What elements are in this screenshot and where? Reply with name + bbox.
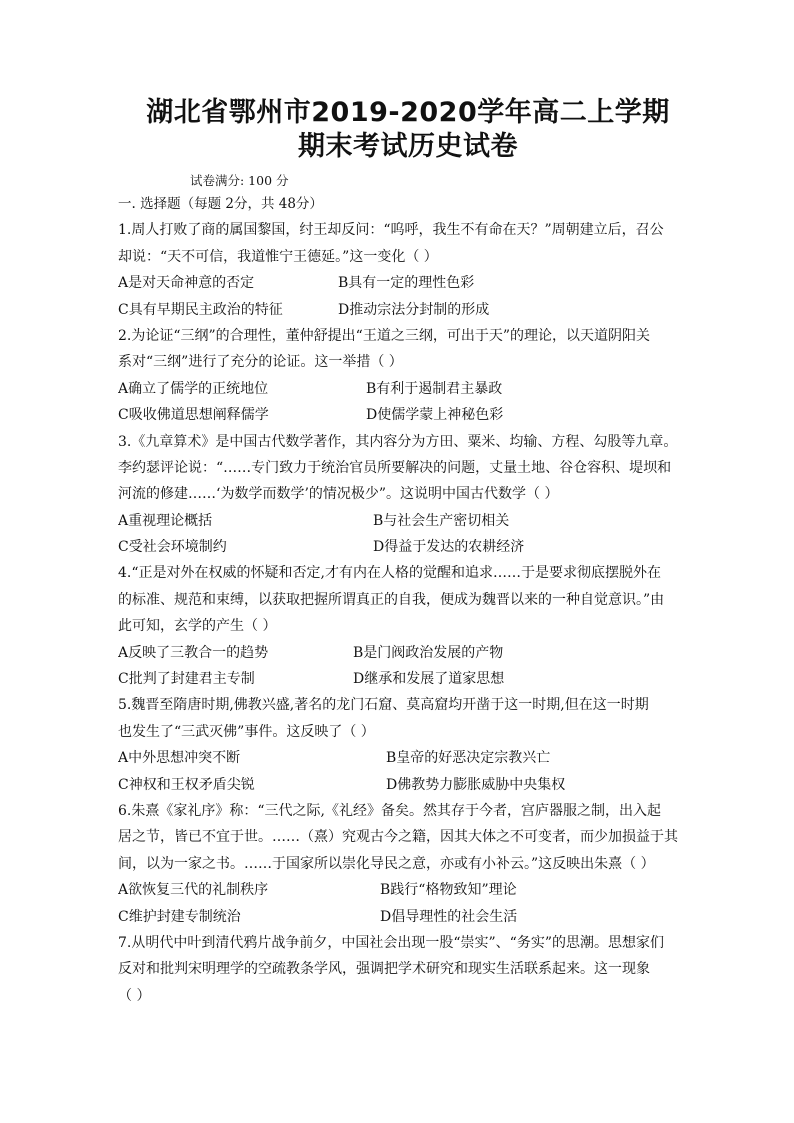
question-text-line: 河流的修建……‘为数学而数学’的情况极少”。这说明中国古代数学（ ） <box>118 486 559 503</box>
question-text-line: 李约瑟评论说：“……专门致力于统治官员所要解决的问题，丈量土地、谷仓容积、堤坝和 <box>118 459 672 476</box>
option-b: B是门阀政治发展的产物 <box>353 644 504 661</box>
exam-title-line1: 湖北省鄂州市2019-2020学年高二上学期 <box>146 97 670 128</box>
question-text-line: 6.朱熹《家礼序》称：“三代之际,《礼经》备矣。然其存于今者，宫庐器服之制，出入起 <box>118 802 661 819</box>
question-1 <box>118 217 678 323</box>
option-b: B有利于遏制君主暴政 <box>366 380 503 397</box>
option-a: A重视理论概括 <box>118 512 213 529</box>
question-7 <box>118 930 678 1009</box>
question-2 <box>118 323 678 429</box>
options-row <box>118 508 678 534</box>
question-text-line: 3.《九章算术》是中国古代数学著作，其内容分为方田、粟米、均输、方程、勾股等九章。 <box>118 433 678 450</box>
option-d: D佛教势力膨胀威胁中央集权 <box>386 776 566 793</box>
options-row <box>118 376 678 402</box>
option-d: D倡导理性的社会生活 <box>380 908 518 925</box>
option-b: B皇帝的好恶决定宗教兴亡 <box>386 750 551 767</box>
options-row <box>118 270 678 296</box>
option-b: B践行“格物致知”理论 <box>380 882 517 899</box>
question-text-line: 也发生了“三武灭佛”事件。这反映了（ ） <box>118 723 375 740</box>
question-text-line: 7.从明代中叶到清代鸦片战争前夕，中国社会出现一股“崇实”、“务实”的思潮。思想家们 <box>118 934 664 951</box>
options-row <box>118 745 678 771</box>
option-b: B与社会生产密切相关 <box>373 512 510 529</box>
options-row <box>118 666 678 692</box>
option-c: C受社会环境制约 <box>118 539 227 556</box>
option-b: B具有一定的理性色彩 <box>338 275 475 292</box>
score-info: 试卷满分: 100 分 <box>190 173 289 188</box>
option-d: D推动宗法分封制的形成 <box>338 301 490 318</box>
question-4 <box>118 560 678 692</box>
option-a: A欲恢复三代的礼制秩序 <box>118 882 269 899</box>
question-3 <box>118 429 678 561</box>
options-row <box>118 402 678 428</box>
question-text-line: 5.魏晋至隋唐时期,佛教兴盛,著名的龙门石窟、莫高窟均开凿于这一时期,但在这一时期 <box>118 697 649 714</box>
question-text-line: 1.周人打败了商的属国黎国，纣王却反问：“呜呼，我生不有命在天？”周朝建立后，召公 <box>118 222 664 239</box>
option-c: C具有早期民主政治的特征 <box>118 301 283 318</box>
option-c: C批判了封建君主专制 <box>118 671 255 688</box>
option-d: D使儒学蒙上神秘色彩 <box>366 407 504 424</box>
option-c: C神权和王权矛盾尖锐 <box>118 776 255 793</box>
question-text-line: 间，以为一家之书。……于国家所以崇化导民之意，亦或有小补云。”这反映出朱熹（ ） <box>118 855 655 872</box>
exam-content <box>118 191 678 1009</box>
options-row <box>118 640 678 666</box>
option-c: C维护封建专制统治 <box>118 908 241 925</box>
question-text-line: 的标准、规范和束缚，以获取把握所谓真正的自我，便成为魏晋以来的一种自觉意识。”由 <box>118 591 665 608</box>
options-row <box>118 877 678 903</box>
options-row <box>118 297 678 323</box>
options-row <box>118 534 678 560</box>
options-row <box>118 772 678 798</box>
question-text-line: 2.为论证“三纲”的合理性，董仲舒提出“王道之三纲，可出于天”的理论，以天道阴阳关 <box>118 327 650 344</box>
question-6 <box>118 798 678 930</box>
section-header: 一. 选择题（每题 2分，共 48分） <box>118 196 323 212</box>
question-text-line: 却说：“天不可信，我道惟宁王德延。”这一变化（ ） <box>118 248 438 265</box>
question-text-line: （ ） <box>118 987 151 1004</box>
option-d: D得益于发达的农耕经济 <box>373 539 525 556</box>
question-text-line: 系对“三纲”进行了充分的论证。这一举措（ ） <box>118 354 403 371</box>
option-a: A中外思想冲突不断 <box>118 750 241 767</box>
question-text-line: 反对和批判宋明理学的空疏教条学风，强调把学术研究和现实生活联系起来。这一现象 <box>118 961 650 978</box>
options-row <box>118 904 678 930</box>
option-d: D继承和发展了道家思想 <box>353 671 505 688</box>
question-text-line: 居之节，皆已不宜于世。……（熹）究观古今之籍，因其大体之不可变者，而少加损益于其 <box>118 829 678 846</box>
option-a: A反映了三教合一的趋势 <box>118 644 269 661</box>
exam-title-line2: 期末考试历史试卷 <box>298 131 518 162</box>
question-text-line: 4.“正是对外在权威的怀疑和否定,才有内在人格的觉醒和追求……于是要求彻底摆脱外在 <box>118 565 661 582</box>
option-c: C吸收佛道思想阐释儒学 <box>118 407 269 424</box>
option-a: A是对天命神意的否定 <box>118 275 255 292</box>
question-text-line: 此可知，玄学的产生（ ） <box>118 618 277 635</box>
option-a: A确立了儒学的正统地位 <box>118 380 269 397</box>
question-5 <box>118 692 678 798</box>
